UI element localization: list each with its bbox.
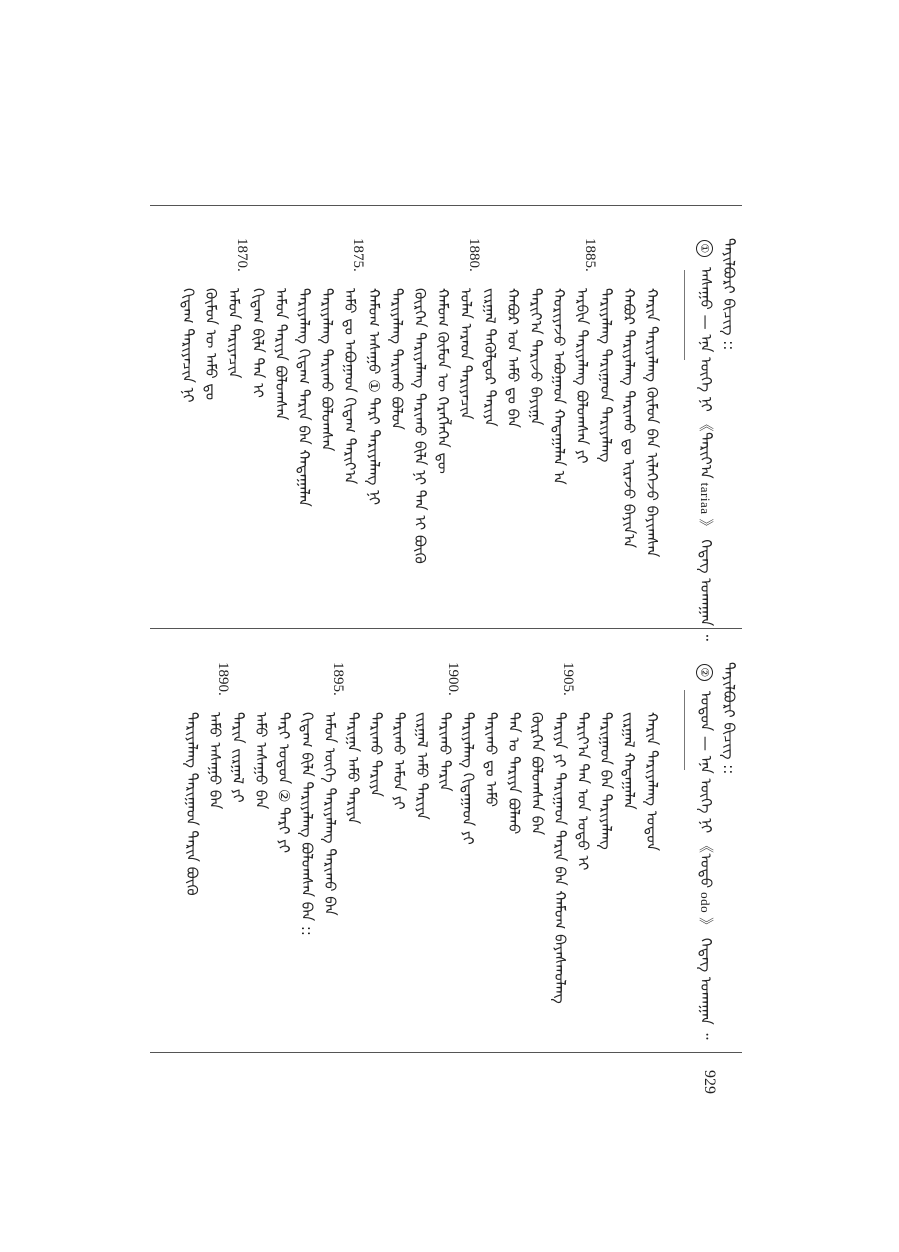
verse-line: ᠲᠠᠷᠢᠶᠠ ᠶᠢ ᠲᠠᠷᠢᠭᠠᠳ ᠲᠠᠷᠢᠨ ᠪᠠᠨ ᠬᠠᠮᠤᠭ ᠪᠠᠶᠠᠰᠬᠤᠯᠠᠩ	[551, 712, 569, 1004]
verse-line: ᠬᠤᠷᠢᠶᠠᠵᠤ ᠠᠪᠤᠭᠠᠳ ᠬᠠᠳᠠᠭᠠᠯᠠᠨ ᠠ	[550, 288, 569, 485]
line-number: 1890.	[215, 662, 231, 696]
footnote-heading: ᠲᠠᠶᠢᠯᠪᠤᠷᠢ ᠪᠢᠴᠢᠭ᠌ ::	[720, 662, 738, 775]
footnote-latin: odo	[698, 892, 713, 914]
top-rule	[150, 205, 742, 206]
verse-line: ᠲᠠᠷᠢᠬᠤ ᠠᠮᠤᠨ ᠶᠢ	[390, 712, 408, 810]
footnote-note	[696, 238, 722, 641]
verse-line: ᠬᠢᠳᠠᠭ ᠪᠢᠯᠡ ᠲᠠᠷᠢᠶᠠᠯᠠᠩ ᠪᠣᠯᠤᠭᠰᠠᠨ ᠪᠠᠨ ::	[298, 712, 316, 936]
verse-line: ᠲᠠᠷᠢᠶ᠎ᠠ ᠲᠠᠨ ᠤᠨ ᠣᠳᠤ ᠢ	[574, 712, 592, 871]
verse-line: ᠲᠠᠷᠢᠶᠠᠯᠠᠩ ᠲᠠᠷᠢᠬᠤ ᠪᠤᠯᠤᠨ	[387, 288, 406, 430]
line-number: 1900.	[445, 662, 461, 696]
verse-line: ᠲᠠᠷᠢᠶᠠᠯᠠᠩ ᠲᠠᠷᠢᠭᠠᠳ ᠲᠠᠷᠢᠶᠠᠯᠠᠩ	[596, 288, 615, 463]
verse-line: ᠠᠷᠪᠢᠨ ᠲᠠᠷᠢᠶᠠᠯᠠᠩ ᠪᠣᠯᠤᠭᠰᠠᠨ ᠶᠢ	[573, 288, 592, 464]
verse-line: ᠬᠠᠷᠢᠨ ᠲᠠᠷᠢᠶᠠᠯᠠᠩ ᠣᠳᠤᠨ	[643, 712, 661, 851]
verse-line: ᠠᠮᠤᠨ ᠲᠠᠷᠢᠶᠠᠴᠢᠨ	[225, 288, 244, 379]
verse-line: ᠬᠠᠷᠢᠨ ᠲᠠᠷᠢᠶᠠᠯᠠᠩ ᠬᠦᠮᠦᠨ ᠪᠠᠨ ᠢᠯᠡᠭᠡᠵᠦ ᠪᠠᠶᠢᠭᠰᠠᠨ	[643, 288, 661, 558]
verse-line: ᠬᠠᠪᠤᠷ ᠲᠠᠷᠢᠶᠠᠯᠠᠩ ᠲᠠᠷᠢᠬᠤ ᠳᠤ ᠢᠷᠡᠵᠦ ᠪᠠᠶᠢᠨ᠎ᠠ	[619, 288, 638, 549]
footnote-rule-2	[684, 690, 685, 770]
verse-line: ᠲᠠᠷᠢᠶᠠᠯᠠᠩ ᠬᠢᠳᠠᠭ ᠲᠠᠷᠢᠨ ᠪᠠᠨ ᠬᠠᠳᠠᠭᠠᠯᠠᠨ	[295, 288, 313, 507]
verse-line: ᠠᠮᠤ ᠠᠰᠠᠭᠤ ᠪᠠᠨ	[206, 712, 224, 810]
verse-line: ᠵᠢᠷᠭᠠᠯ ᠬᠠᠳᠠᠭᠠᠯᠠᠨ	[620, 712, 638, 810]
verse-line: ᠲᠠᠷᠢᠬᠤ ᠲᠠᠷᠢᠨ	[436, 712, 454, 792]
footnote-text-b: 》 ᠭᠡᠳᠡᠭ ᠤᠬᠠᠭᠠᠨ ᠃	[697, 917, 715, 1040]
middle-rule	[150, 628, 742, 629]
verse-line: ᠲᠠᠷᠢᠶ᠎ᠠ ᠲᠠᠷᠢᠵᠤ ᠪᠠᠶᠢᠭᠠ	[527, 288, 545, 426]
footnote-marker: ①	[696, 240, 713, 257]
verse-line: ᠬᠠᠮᠤᠭ ᠠᠰᠠᠭᠤ ① ᠲᠠᠷᠢ ᠲᠠᠷᠢᠶᠠᠯᠠᠩ ᠨᠢ	[364, 288, 383, 506]
line-number: 1895.	[330, 662, 346, 696]
line-number: 1875.	[350, 238, 367, 272]
verse-line: ᠲᠠᠷᠢᠶᠠᠯᠠᠩ ᠲᠠᠷᠢᠬᠤ ᠪᠤᠯᠤᠭᠰᠠᠨ	[318, 288, 337, 452]
verse-line: ᠬᠠᠪᠤᠷ ᠤᠨ ᠠᠮᠤ ᠳᠤ ᠪᠠᠨ	[503, 288, 522, 428]
verse-line: ᠠᠮᠤᠨ ᠦᠭᠡ ᠲᠠᠷᠢᠶᠠᠯᠠᠩ ᠲᠠᠷᠢᠬᠤ ᠪᠠᠨ	[321, 712, 339, 916]
line-number: 1880.	[466, 238, 483, 272]
verse-line: ᠲᠠᠷᠢᠭᠠ ᠠᠮᠤ ᠲᠠᠷᠢᠶᠠ	[344, 712, 362, 825]
verse-line: ᠬᠦᠷᠭᠡᠨ ᠪᠣᠯᠤᠭᠰᠠᠨ ᠪᠠᠨ	[528, 712, 546, 836]
verse-line: ᠲᠠᠷᠢᠶᠠᠯᠠᠩ ᠬᠢᠳᠠᠭᠠᠳ ᠶᠢ	[459, 712, 477, 845]
verse-line: ᠵᠢᠷᠭᠠᠯ ᠠᠮᠤ ᠲᠠᠷᠢᠶᠠ	[413, 712, 431, 820]
verse-line: ᠠᠮᠤᠨ ᠲᠠᠷᠢᠶᠠ ᠪᠤᠯᠤᠭᠰᠠᠨ	[271, 288, 290, 421]
verse-line: ᠲᠠᠷᠢᠶᠠᠯᠠᠩ ᠲᠠᠷᠢᠭᠠᠳ ᠲᠠᠷᠢᠨ ᠪᠦᠬᠦ	[183, 712, 201, 896]
verse-line: ᠵᠢᠷᠭᠠᠯ ᠲᠡᠭᠦᠯᠳᠦᠷ ᠲᠠᠷᠢᠶᠠ	[480, 288, 499, 427]
verse-line: ᠠᠮᠤ ᠳᠤ ᠠᠪᠤᠭᠠᠳ ᠬᠢᠳᠠᠭ ᠲᠠᠷᠢᠶ᠎ᠠ	[341, 288, 360, 485]
verse-line: ᠬᠦᠮᠦᠨ ᠦ ᠠᠮᠤ ᠳᠤ	[202, 288, 221, 401]
page-number: 929	[701, 1070, 718, 1094]
footnote-text-b: 》 ᠭᠡᠳᠡᠭ ᠤᠬᠠᠭᠠᠨ ᠃	[697, 518, 715, 641]
verse-line: ᠲᠠᠷᠢᠨ ᠵᠢᠷᠭᠠᠯ ᠶᠢ	[229, 712, 247, 803]
line-number: 1885.	[582, 238, 599, 272]
line-number: 1870.	[234, 238, 251, 272]
line-number: 1905.	[560, 662, 576, 696]
verse-line: ᠬᠦᠷᠭᠡᠨ ᠲᠠᠷᠢᠶᠠᠯᠠᠩ ᠲᠠᠷᠢᠬᠤ ᠪᠢᠯᠡ ᠨᠢ ᠲᠠᠨ ᠢ ᠪᠦᠬᠦ	[411, 288, 429, 564]
bottom-rule	[150, 1052, 742, 1053]
footnote-marker: ②	[696, 664, 713, 681]
footnote-heading: ᠲᠠᠶᠢᠯᠪᠤᠷᠢ ᠪᠢᠴᠢᠭ᠌ ::	[720, 238, 738, 351]
verse-line: ᠬᠢᠳᠠᠭ ᠲᠠᠷᠢᠶᠠᠴᠢᠨ ᠨᠢ	[179, 288, 197, 403]
verse-line: ᠲᠠᠷᠢᠭᠠᠳ ᠪᠠᠨ ᠲᠠᠷᠢᠶᠠᠯᠠᠩ	[597, 712, 615, 850]
verse-line: ᠲᠠᠷᠢᠬᠤ ᠳᠤ ᠠᠮᠤ	[482, 712, 500, 807]
verse-line: ᠲᠠᠷᠢ ᠣᠳᠤᠨ ② ᠲᠠᠷᠢ ᠶᠢ	[275, 712, 293, 854]
footnote-rule-1	[684, 270, 685, 360]
verse-line: ᠲᠠᠨ ᠤ ᠲᠠᠷᠢᠶᠠ ᠪᠣᠯᠬᠤ	[505, 712, 523, 835]
verse-line: ᠣᠯᠠᠨ ᠠᠷᠠᠳ ᠲᠠᠷᠢᠶᠠᠴᠢᠨ	[457, 288, 476, 420]
footnote-latin: tariaa	[698, 482, 713, 515]
verse-line: ᠬᠠᠮᠤᠭ ᠬᠦᠮᠦᠨ ᠦ ᠬᠡᠷᠡᠭᠯᠡᠭᠡᠨ ᠳᠦ	[434, 288, 453, 474]
footnote-text-a: ᠠᠰᠠᠭᠤ — ᠡᠨᠡ ᠦᠭᠡ ᠨᠢ 《ᠲᠠᠷᠢᠶ᠎ᠠ	[697, 267, 715, 479]
verse-line: ᠬᠢᠳᠠᠭ ᠪᠢᠯᠡ ᠲᠠᠨ ᠢ	[248, 288, 267, 398]
verse-line: ᠠᠮᠤ ᠠᠰᠠᠭᠤ ᠪᠠᠨ	[252, 712, 270, 810]
footnote-note	[696, 662, 722, 1039]
verse-line: ᠲᠠᠷᠢᠬᠤ ᠲᠠᠷᠢᠶᠠ	[367, 712, 385, 797]
footnote-text-a: ᠣᠳᠤᠨ — ᠡᠨᠡ ᠦᠭᠡ ᠨᠢ 《ᠣᠳᠤ	[697, 691, 715, 889]
